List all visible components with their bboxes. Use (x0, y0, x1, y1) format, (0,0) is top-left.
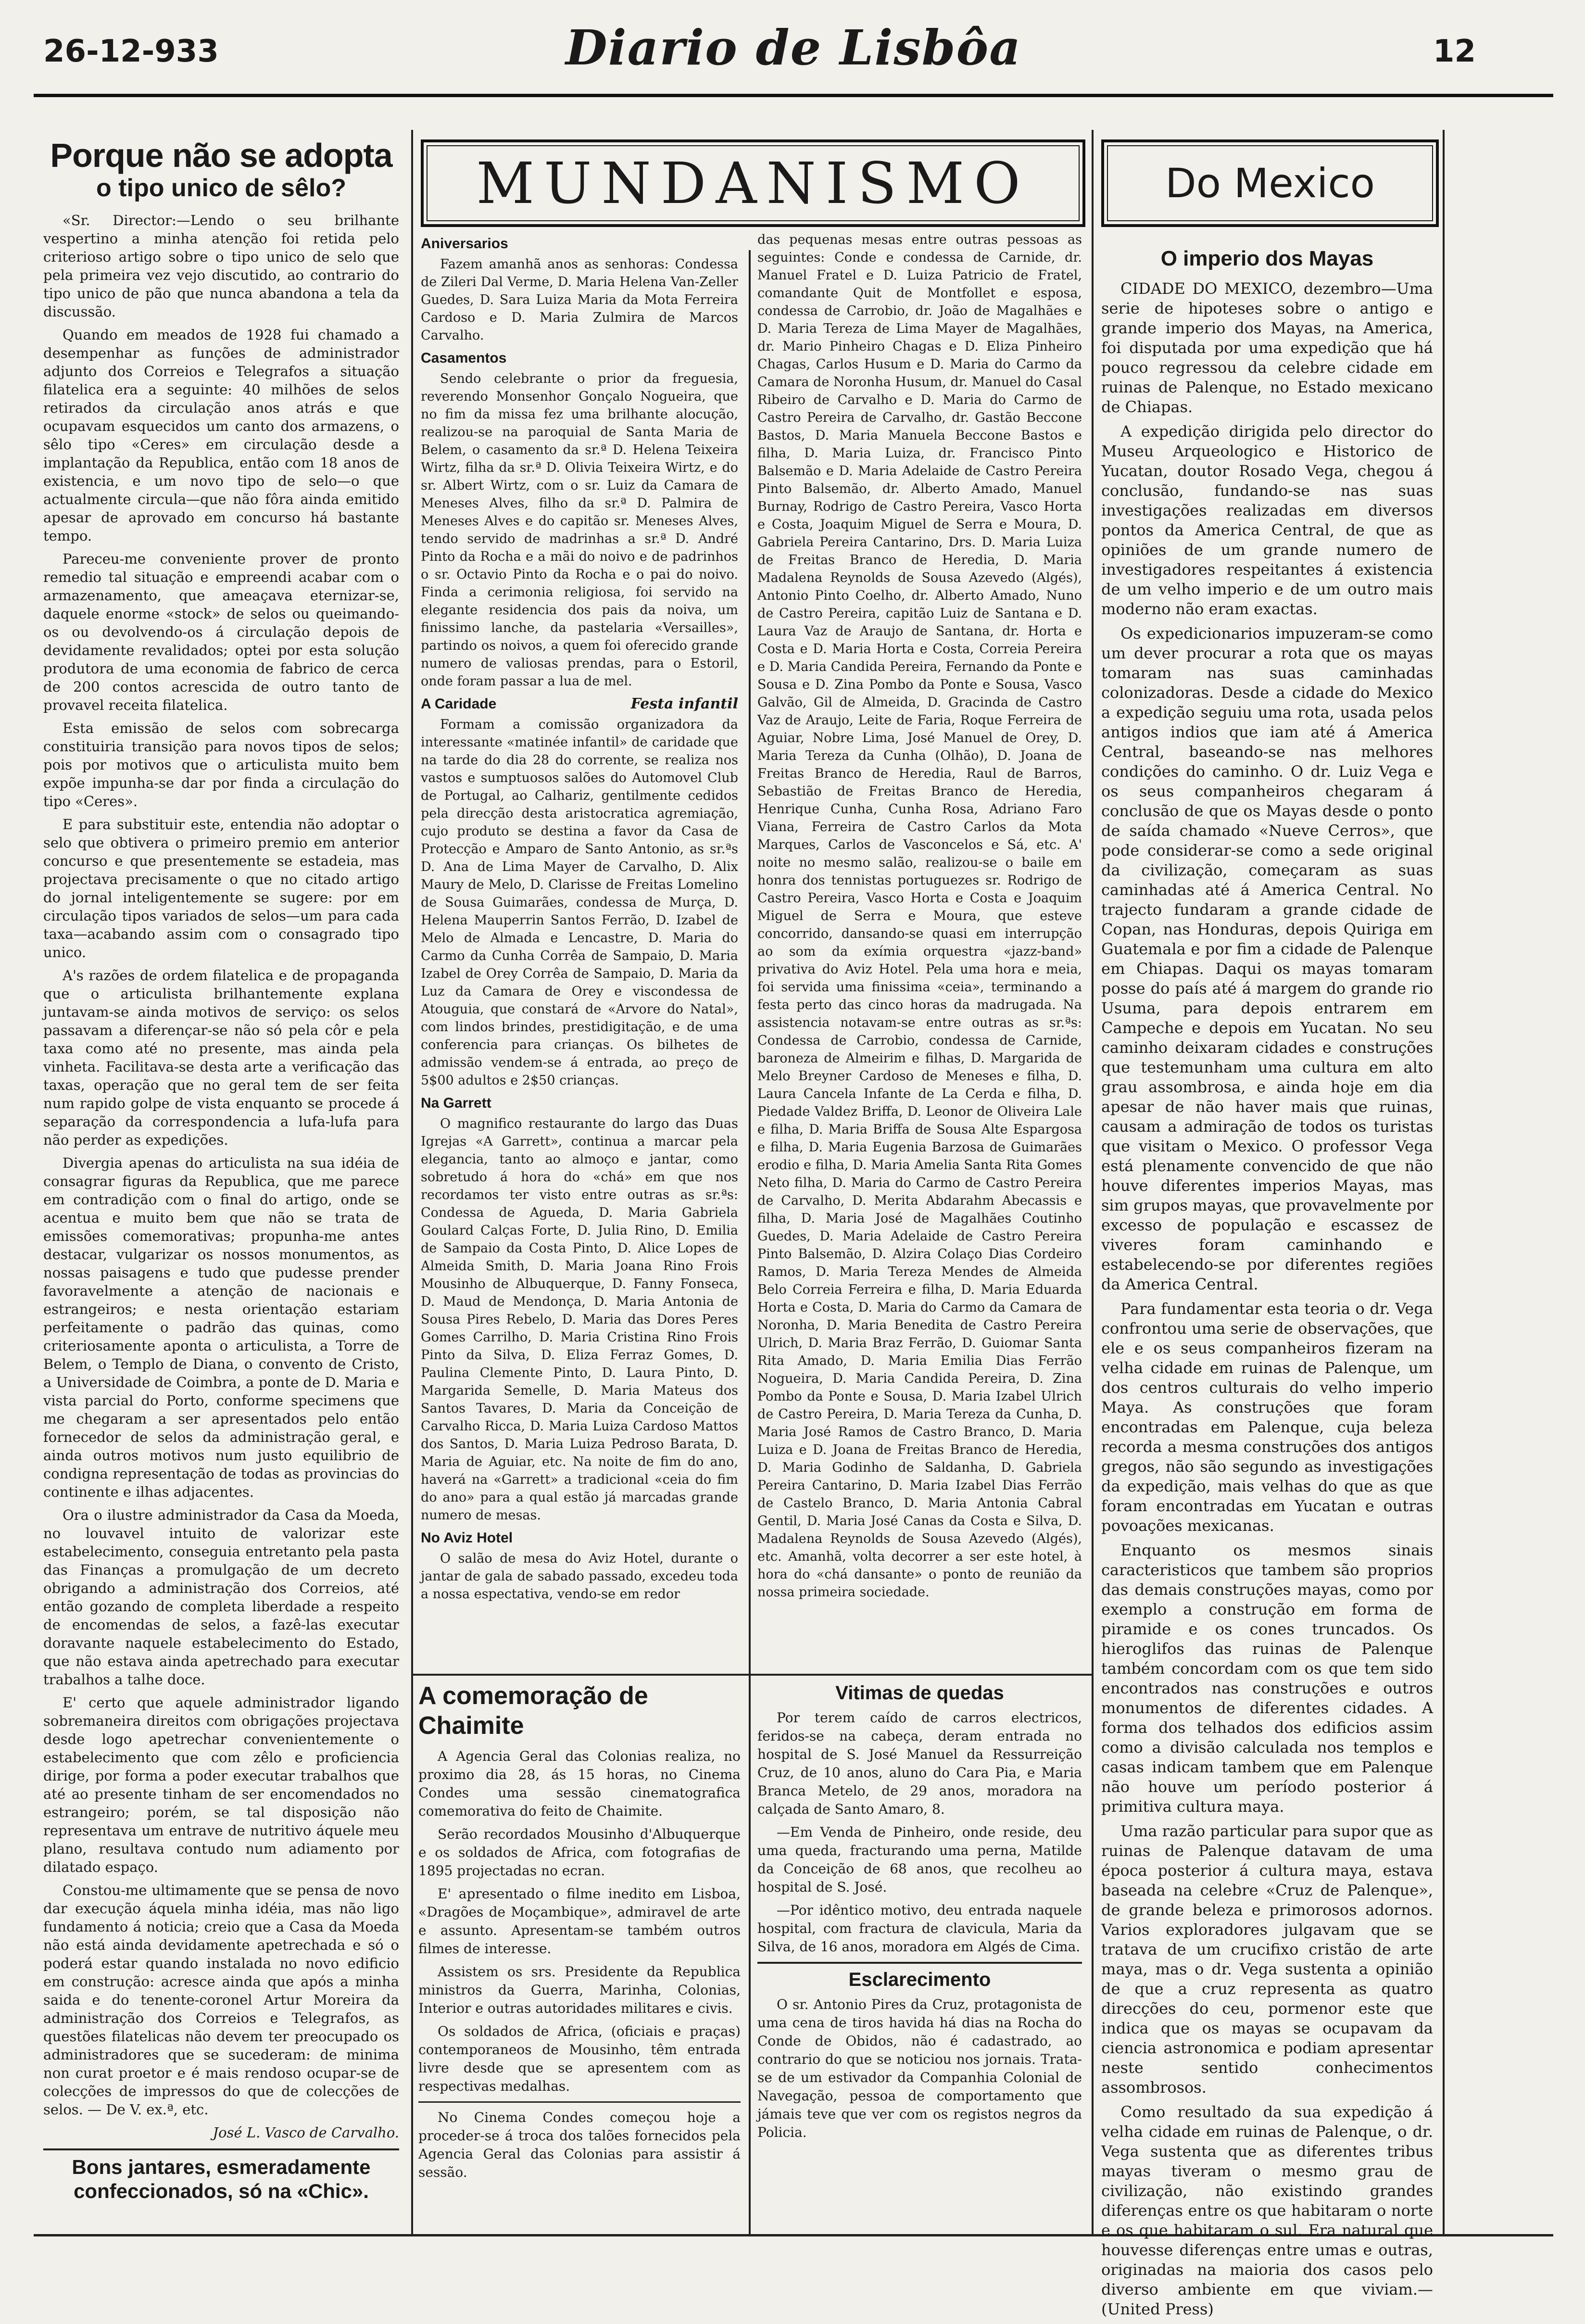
article-paragraph: E para substituir este, entendia não adoptar o selo que obtivera o primeiro premio em anterior concurso e que presentemente se estadeia, mas projectava precisamente o que no citado artigo do jornal inteligentemente se sugere: por em circulação tipos variados de selos—um para cada taxa—acabando assim com o consagrado tipo unico. (43, 816, 399, 960)
section-heading: Casamentos (421, 350, 507, 366)
article-paragraph: Esta emissão de selos com sobrecarga constituiria transição para novos tipos de selos; pois por motivos que o articulista muito bem expõe impunha-se dar por finda a circulação do tipo «Ceres». (43, 720, 399, 809)
article-paragraph: Os soldados de Africa, (oficiais e praças) contemporaneos de Mousinho, têm entrada livre desde que se apresentem com as respectivas medalhas. (418, 2023, 741, 2094)
section-heading (421, 695, 738, 713)
column-divider (749, 250, 751, 1674)
section-text: O magnifico restaurante do largo das Duas Igrejas «A Garrett», continua a marcar pela elegancia, tanto ao almoço e jantar, como sobretudo á hora do «chá» em que nos recordamos ter visto entre outras as sr.ªs: Condessa de Agueda, D. Maria Gabriela Goulard Calças Forte, D. Julia Rino, D. Emilia de Sampaio da Costa Pinto, D. Alice Lopes de Almeida Smith, D. Maria Joana Rino Frois Mousinho de Albuquerque, D. Fanny Fonseca, D. Maud de Mendonça, D. Maria Antonia de Sousa Pires Rebelo, D. Maria das Dores Peres Gomes Carrilho, D. Maria Cristina Rino Frois Pinto da Silva, D. Eliza Ferraz Gomes, D. Paulina Clemente Pinto, D. Laura Pinto, D. Margarida Semelle, D. Maria Mateus dos Santos Tavares, D. Maria da Conceição de Carvalho Ricca, D. Maria Luiza Cardoso Mattos dos Santos, D. Maria Luiza Pedroso Barata, D. Maria de Aguiar, etc. Na noite de fim do ano, haverá na «Garrett» a tradicional «ceia do fim do ano» para a qual estão já marcadas grande numero de mesas. (421, 1116, 738, 1523)
article-subheadline: O imperio dos Mayas (1160, 247, 1374, 270)
article-headline: A comemoração de Chaimite (418, 1682, 648, 1740)
article-headline: Vitimas de quedas (835, 1682, 1004, 1704)
section-text: das pequenas mesas entre outras pessoas as seguintes: Conde e condessa de Carnide, dr. Manuel Fratel e D. Luiza Patricio de Fratel, comandante Quit de Montfollet e esposa, condessa de Carrobio, dr. João de Magalhães e D. Maria Tereza de Lima Mayer de Magalhães, dr. Mario Pinheiro Chagas e D. Eliza Pinheiro Chagas, Carlos Husum e D. Maria do Carmo da Camara de Noronha Husum, dr. Manuel do Casal Ribeiro de Carvalho e D. Maria do Carmo de Castro Pereira de Carvalho, dr. Gastão Beccone Bastos, D. Maria Manuela Beccone Bastos e filha, D. Maria Luiza, dr. Francisco Pinto Balsemão e D. Maria Adelaide de Castro Pereira Pinto Balsemão, dr. Alberto Amado, Manuel Burnay, Rodrigo de Castro Pereira, Vasco Horta e Costa, Joaquim Miguel de Serra e Moura, D. Gabriela Pereira Cantarino, Drs. D. Maria Luiza de Freitas Branco de Heredia, D. Maria Madalena Reynolds de Sousa Azevedo (Algés), Antonio Pinto Coelho, dr. Alberto Amado, Nuno de Castro Pereira, capitão Luiz de Santana e D. Laura Vaz de Araujo de Santana, dr. Horta e Costa e D. Maria Horta e Costa, Correia Pereira e D. Maria Candida Pereira, Fernando da Ponte e Sousa e D. Zina Pombo da Ponte e Sousa, Vasco Galvão, Gil de Almeida, D. Gracinda de Castro Vaz de Araujo, Leite de Faria, Roque Ferreira de Aguiar, Nobre Lima, José Manuel de Orey, D. Maria Tereza da Cunha (Olhão), D. Joana de Freitas Branco de Heredia, Raul de Barros, Sebastião de Freitas Branco de Heredia, Henrique Cunha, Cunha Rosa, Adriano Faro Viana, Ferreira de Castro Carlos da Mota Marques, Carlos de Vasconcelos e Sá, etc. A' noite no mesmo salão, realizou-se o baile em honra dos tennistas portuguezes sr. Rodrigo de Castro Pereira, Vasco Horta e Costa e Joaquim Miguel de Serra e Moura, que esteve concorrido, dansando-se quasi em interrupção ao som da exímia orquestra «jazz-band» privativa do Aviz Hotel. Pela uma hora e meia, foi servida uma finissima «ceia», terminando a festa perto das cinco horas da madrugada. Na assistencia notavam-se entre outras as sr.ªs: Condessa de Carrobio, condessa de Carnide, baroneza de Almeirim e filhas, D. Margarida de Melo Breyner Cardoso de Meneses e filha, D. Laura Cancela Infante de La Cerda e filha, D. Piedade Valdez Briffa, D. Leonor de Oliveira Lale e filha, D. Maria Briffa de Sousa Alte Espargosa e filha, D. Maria Eugenia Barzosa de Guimarães erodio e filha, D. Maria Amelia Santa Rita Gomes Neto filha, D. Maria do Carmo de Castro Pereira de Carvalho, D. Merita Abdarahm Abecassis e filha, D. Maria José de Magalhães Coutinho Guedes, D. Maria Adelaide de Castro Pereira Pinto Balsemão, D. Alzira Colaço Dias Cordeiro Ramos, D. Maria Tereza Mendes de Almeida Belo Correia Ferreira e filha, D. Maria Eduarda Horta e Costa, D. Maria do Carmo da Camara de Noronha, D. Maria Benedita de Castro Pereira Ulrich, D. Maria Braz Ferrão, D. Guiomar Santa Rita Amado, D. Maria Emilia Dias Ferrão Nogueira, D. Maria Candida Pereira, D. Zina Pombo da Ponte e Sousa, D. Maria Izabel Ulrich de Castro Pereira, D. Maria Tereza da Cunha, D. Maria José Ramos de Castro Branco, D. Maria Luiza e D. Joana de Freitas Branco de Heredia, D. Maria Godinho de Saldanha, D. Gabriela Pereira Cantarino, D. Maria Izabel Dias Ferrão de Castelo Branco, D. Maria Antonia Cabral Gentil, D. Maria José Canas da Costa e Silva, D. Madalena Reynolds de Sousa Azevedo (Algés), etc. Amanhã, volta decorrer a ser este hotel, à hora do «chá dansante» o ponto de reunião da nossa primeira sociedade. (757, 232, 1082, 1600)
article-paragraph: Assistem os srs. Presidente da Republica ministros da Guerra, Marinha, Colonias, Interior e outras autoridades militares e civis. (418, 1964, 741, 2016)
article-headline: Porque não se adopta (50, 137, 392, 174)
article-paragraph: Como resultado da sua expedição á velha cidade em ruinas de Palenque, o dr. Vega sustenta que as diferentes tribus mayas tiveram o mesmo grau de civilização, não existindo grandes diferenças entre os que habitaram o norte e os que habitaram o sul. Era natural que houvesse diferenças entre umas e outras, originadas na maioria dos casos pelo diverso ambiente em que viviam.—(United Press) (1101, 2103, 1433, 2318)
mexico-title: Do Mexico (1165, 160, 1375, 207)
article-paragraph: A Agencia Geral das Colonias realiza, no proximo dia 28, ás 15 horas, no Cinema Condes uma sessão cinematografica comemorativa do feito de Chaimite. (418, 1748, 741, 1819)
article-paragraph: Pareceu-me conveniente prover de pronto remedio tal situação e empreendi acabar com o armazenamento, que ameaçava eternizar-se, daquele enorme «stock» de selos ou queimando-os ou devolvendo-os á circulação depois de devidamente revalidados; optei por esta solução produtora de uma economia de fabrico de cerca de 200 contos acrescida de outro tanto de provavel receita filatelica. (43, 551, 399, 713)
section-heading: No Aviz Hotel (421, 1530, 513, 1546)
advertisement: Bons jantares, esmeradamente confeccionados, só na «Chic». (72, 2156, 371, 2202)
column-divider (411, 130, 413, 2236)
column-divider (1443, 130, 1445, 2236)
article-paragraph: Enquanto os mesmos sinais caracteristicos que tambem são proprios das demais construções mayas, como por exemplo a construção em forma de piramide e os cones truncados. Os hieroglifos das ruinas de Palenque também concordam com os que tem sido encontrados nas construções e outros monumentos de diferentes cidades. A forma dos telhados dos edificios assim como a divisão calculada nos templos e casas indicam tambem que em Palenque não houve um período posterior á primitiva cultura maya. (1101, 1541, 1433, 1816)
section-text: Sendo celebrante o prior da freguesia, reverendo Monsenhor Gonçalo Nogueira, que no fim da missa fez uma brilhante alocução, realizou-se na paroquial de Santa Maria de Belem, o casamento da sr.ª D. Helena Teixeira Wirtz, filha da sr.ª D. Olivia Teixeira Wirtz, e do sr. Albert Wirtz, com o sr. Luiz da Camara de Meneses Alves, filho da sr.ª D. Palmira de Meneses Alves e do capitão sr. Meneses Alves, tendo servido de madrinhas a sr.ª D. André Pinto da Rocha e a mãi do noivo e de padrinhos o sr. Octavio Pinto da Rocha e o pai do noivo. Finda a cerimonia religiosa, foi servido na elegante residencia dos pais da noiva, um finissimo lanche, da pastelaria «Versailles», partindo os noivos, a quem foi oferecido grande numero de valiosas prendas, para o Estoril, onde foram passar a lua de mel. (421, 371, 738, 689)
issue-date: 26-12-933 (43, 34, 219, 69)
page-number: 12 (1433, 34, 1476, 69)
section-text: Fazem amanhã anos as senhoras: Condessa de Zileri Dal Verme, D. Maria Helena Van-Zeller Guedes, D. Sara Luiza Maria da Mota Ferreira Cardoso e D. Maria Zulmira de Marcos Carvalho. (421, 257, 738, 343)
ad-divider (43, 2148, 399, 2150)
article-paragraph: Quando em meados de 1928 fui chamado a desempenhar as funções de administrador adjunto dos Correios e Telegrafos a situação filatelica era a seguinte: 40 milhões de selos retirados da circulação anos atrás e que ocupavam esquecidos um canto dos armazens, o sêlo tipo «Ceres» em circulação desde a implantação da Republica, então com 18 anos de existencia, e um novo tipo de selo—o que actualmente circula—que não fôra ainda emitido apesar de aprovado em concurso há bastante tempo. (43, 327, 399, 544)
mundanismo-title: MUNDANISMO (476, 150, 1030, 216)
article-paragraph: A's razões de ordem filatelica e de propaganda que o articulista brilhantemente explana juntavam-se ainda motivos de serviço: os selos passavam a diferençar-se não só pela côr e pela taxa como até no presente, mas ainda pela vinheta. Facilitava-se desta arte a verificação das taxas, operação que no geral tem de ser feita num rapido golpe de vista enquanto se procede á separação da correspondencia a lufa-lufa para não perder as expedições. (43, 967, 399, 1148)
article-paragraph: A expedição dirigida pelo director do Museu Arqueologico e Historico de Yucatan, doutor Rosado Vega, chegou á conclusão, fundando-se nas suas investigações realizadas em diversos pontos da America Central, de que as opiniões de um grande numero de investigadores respeitantes á existencia de um velho imperio e de um outro mais moderno não eram exactas. (1101, 422, 1433, 618)
article-paragraph: No Cinema Condes começou hoje a proceder-se á troca dos talões fornecidos pela Agencia Geral das Colonias para assistir á sessão. (418, 2109, 741, 2180)
article-paragraph: Ora o ilustre administrador da Casa da Moeda, no louvavel intuito de valorizar este estabelecimento, conseguia entretanto pela pasta das Finanças a promulgação de um decreto obrigando a administração dos Correios, até então gozando de completa liberdade a respeito de encomendas de selos, a fazê-las executar doravante naquele estabelecimento do Estado, que não estava ainda apetrechado para executar trabalhos a talhe doce. (43, 1507, 399, 1688)
mundanismo-column-right (757, 231, 1082, 1606)
article-paragraph: Para fundamentar esta teoria o dr. Vega confrontou uma serie de observações, que ele e os seus companheiros fizeram na velha cidade em ruinas de Palenque, um dos centros culturais do velho imperio Maya. As construções que foram encontradas em Palenque, cuja beleza recorda a mesma construções dos antigos gregos, não são segundo as investigações da expedição, mais velhas do que as que foram encontradas em Yucatan e outras povoações mexicanas. (1101, 1300, 1433, 1535)
section-heading: Aniversarios (421, 236, 508, 252)
article-paragraph: E' apresentado o filme inedito em Lisboa, «Dragões de Moçambique», admiravel de arte e assunto. Apresentam-se também outros filmes de interesse. (418, 1886, 741, 1957)
article-paragraph: Uma razão particular para supor que as ruinas de Palenque datavam de uma época posterior á cultura maya, estava baseada na celebre «Cruz de Palenque», de grande beleza e primorosos adornos. Varios exploradores julgavam que se tratava de um crucifixo cristão de arte maya, mas o dr. Vega sustenta a opinião de que a cruz representa as quatro direcções do ceu, pormenor este que indica que os mayas se ocupavam da ciencia astronomica e podiam apresentar neste sentido conhecimentos assombrosos. (1101, 1822, 1433, 2097)
section-heading-festa: Festa infantil (630, 695, 738, 712)
article-headline: Esclarecimento (848, 1969, 991, 1990)
section-text: O salão de mesa do Aviz Hotel, durante o jantar de gala de sabado passado, excedeu toda a nossa espectativa, vendo-se em redor (421, 1551, 738, 1602)
article-vitimas (757, 1681, 1082, 2147)
article-paragraph: Por terem caído de carros electricos, feridos-se na cabeça, deram entrada no hospital de S. José Manuel da Ressurreição Cruz, de 10 anos, aluno do Cara Pia, e Maria Branca Metelo, de 29 anos, moradora na calçada de Santo Amaro, 8. (757, 1710, 1082, 1817)
article-paragraph: «Sr. Director:—Lendo o seu brilhante vespertino a minha atenção foi retida pelo criterioso artigo sobre o tipo unico de selo que pela primeira vez vejo discutido, ao contrario do tipo unico de pão que nunca abandona a tela da discussão. (43, 212, 399, 320)
article-paragraph: O sr. Antonio Pires da Cruz, protagonista de uma cena de tiros havida há dias na Rocha do Conde de Obidos, não é cadastrado, ao contrario do que se noticiou nos jornais. Trata-se de um estivador da Companhia Colonial de Navegação, pessoa de comportamento que jámais teve que ver com os registos negros da Policia. (757, 1996, 1082, 2140)
article-subheadline: o tipo unico de sêlo? (96, 174, 346, 202)
column-divider (749, 1674, 751, 2236)
article-paragraph: Os expedicionarios impuzeram-se como um dever procurar a rota que os mayas tomaram nas suas caminhadas colonizadoras. Desde a cidade do Mexico a expedição seguiu uma rota, usada pelos antigos indios que iam até á America Central, baseando-se nas melhores condições do caminho. O dr. Luiz Vega e os seus companheiros chegaram á conclusão de que os Mayas desde o ponto de saída chamado «Nueve Cerros», que pode considerar-se como a sede original da civilização, começaram as suas caminhadas até á America Central. No trajecto fundaram a grande cidade de Copan, nas Honduras, depois Quiriga em Guatemala e por fim a cidade de Palenque em Chiapas. Daqui os mayas tomaram posse do país até á margem do grande rio Usuma, para depois entrarem em Campeche e depois em Yucatan. No seu caminho deixaram cidades e construções que testemunham uma cultura em alto grau assombrosa, e ainda hoje em dia apesar de não haver mais que ruinas, causam a admiração de todos os turistas que visitam o Mexico. O professor Vega está plenamente convencido de que não houve diferentes imperios Mayas, mas sim grupos mayas, que provavelmente por excesso de população e escassez de viveres foram caminhando e estabelecendo-se por diferentes regiões da America Central. (1101, 624, 1433, 1293)
article-paragraph: Divergia apenas do articulista na sua idéia de consagrar figuras da Republica, que me parece em contradição com o final do artigo, onde se acentua e muito bem que não se trata de emissões comemorativas; propunha-me antes destacar, vulgarizar os nossos monumentos, as nossas paisagens e tudo que pudesse prender favoravelmente a atenção de nacionais e estrangeiros; e nesta orientação estariam perfeitamente o padrão das quinas, como criteriosamente aponta o articulista, a Torre de Belem, o Templo de Diana, o convento de Cristo, a Universidade de Coimbra, a ponte de D. Maria e vista parcial do Porto, conforme specimens que me chegaram a ser apresentados pelo então fornecedor de selos da administração geral, e ainda outros motivos num justo equilibrio de condigna representação de todas as provincias do continente e ilhas adjacentes. (43, 1155, 399, 1500)
article-paragraph: Constou-me ultimamente que se pensa de novo dar execução áquela minha idéia, mas não ligo fundamento á noticia; creio que a Casa da Moeda não está ainda devidamente apetrechada e só o poderá estar quando instalada no novo edificio em construção: acresce ainda que após a minha saida e do tenente-coronel Artur Moreira da administração dos Correios e Telegrafos, as questões filatelicas não devem ter preocupado os administradores que se sucederam: de minima non curat proetor e é mais rendoso ocupar-se de colecções de impressos do que de colecções de selos. — De V. ex.ª, etc. (43, 1882, 399, 2118)
masthead-rule (34, 94, 1553, 97)
article-divider (757, 1962, 1082, 1964)
article-paragraph: E' certo que aquele administrador ligando sobremaneira direitos com obrigações projectava desde logo apetrechar convenientemente o estabelecimento que com zêlo e proficiencia dirige, por forma a poder executar trabalhos que até ao presente tinham de ser encomendados no estrangeiro; porém, se tal disposição não representava um entrave de nutritivo áquele meu plano, resultava contudo num adiamento por dilatado espaço. (43, 1694, 399, 1875)
section-heading: Na Garrett (421, 1095, 491, 1111)
article-chaimite (418, 1681, 741, 2186)
article-signature: José L. Vasco de Carvalho. (213, 2124, 399, 2141)
article-paragraph: CIDADE DO MEXICO, dezembro—Uma serie de hipoteses sobre o antigo e grande imperio dos Mayas, na America, foi disputada por uma expedição que há pouco regressou da celebre cidade em ruinas de Palenque, no Estado mexicano de Chiapas. (1101, 279, 1433, 416)
article-paragraph: Serão recordados Mousinho d'Albuquerque e os soldados de Africa, com fotografias de 1895 projectadas no ecran. (418, 1826, 741, 1879)
paragraph-divider (418, 2101, 741, 2103)
article-paragraph: —Por idêntico motivo, deu entrada naquele hospital, com fractura de clavicula, Maria da Silva, de 16 anos, moradora em Algés de Cima. (757, 1902, 1082, 1955)
masthead (0, 0, 1585, 111)
article-paragraph: —Em Venda de Pinheiro, onde reside, deu uma queda, fracturando uma perna, Matilde da Conceição de 68 anos, que recolheu ao hospital de S. José. (757, 1824, 1082, 1895)
mexico-title-box (1101, 139, 1439, 227)
section-divider (411, 1674, 1092, 1676)
section-text: Formam a comissão organizadora da interessante «matinée infantil» de caridade que na tarde do dia 28 do corrente, se realiza nos vastos e sumptuosos salões do Automovel Club de Portugal, ao Calhariz, gentilmente cedidos pela direcção desta aristocratica agremiação, cujo produto se destina a favor da Casa de Protecção e Amparo de Santo Antonio, as sr.ªs D. Ana de Lima Mayer de Carvalho, D. Alix Maury de Melo, D. Clarisse de Freitas Lomelino de Sousa Guimarães, condessa de Murça, D. Helena Mauperrin Santos Ferrão, D. Izabel de Melo de Almada e Lencastre, D. Maria do Carmo da Cunha Corrêa de Sampaio, D. Maria Izabel de Orey Corrêa de Sampaio, D. Maria da Luz da Camara de Orey e viscondessa de Atouguia, que constará de «Arvore do Natal», com lindos brindes, prestidigitação, e de uma conferencia para crianças. Os bilhetes de admissão vendem-se á entrada, ao preço de 5$00 adultos e 2$50 crianças. (421, 717, 738, 1088)
article-stamps (43, 137, 399, 2203)
column-divider (1092, 130, 1094, 2236)
article-mexico (1101, 245, 1433, 2324)
mundanismo-column-left (421, 231, 738, 1608)
mundanismo-title-box (421, 139, 1085, 227)
newspaper-title: Diario de Lisbôa (565, 19, 1022, 76)
section-heading-caridade: A Caridade (421, 696, 497, 712)
